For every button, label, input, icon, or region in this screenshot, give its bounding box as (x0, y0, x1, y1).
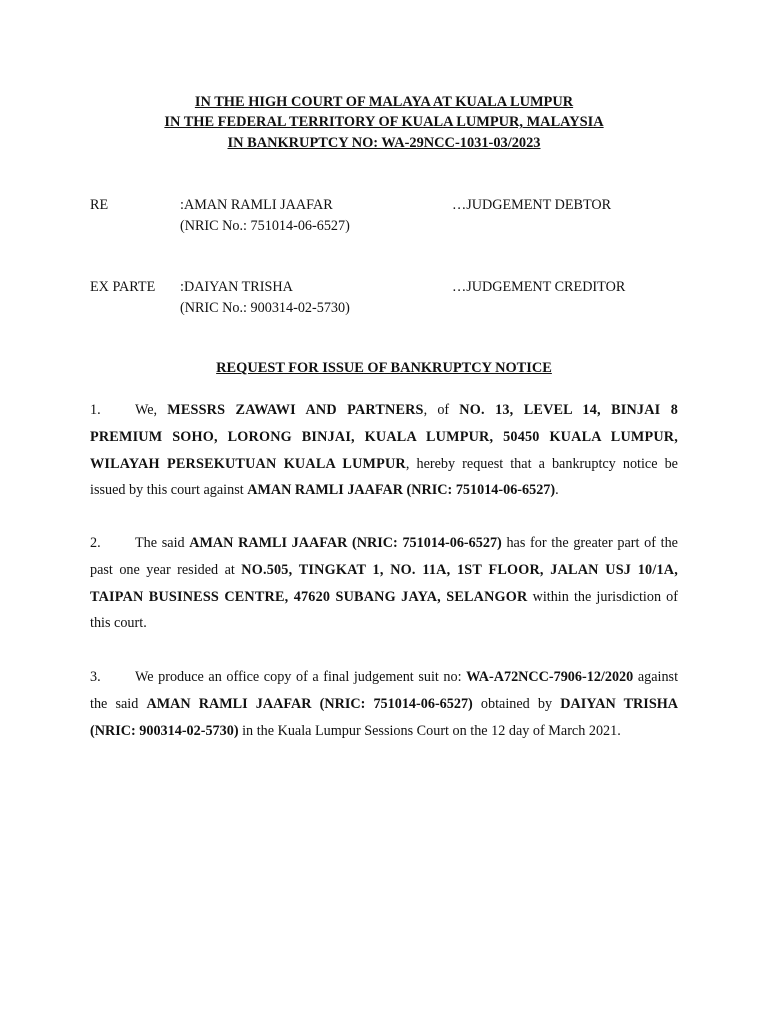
judgement-creditor-name: :DAIYAN TRISHA (180, 279, 293, 295)
p2-text-2: has for the greater part of the past one year resided at (90, 535, 678, 578)
paragraph-1-number: 1. (90, 402, 101, 418)
p2-text-1: The said (135, 535, 190, 551)
p2-text-3: within the jurisdiction of this court. (90, 588, 678, 632)
case-number-heading: IN BANKRUPTCY NO: WA-29NCC-1031-03/2023 (227, 135, 541, 151)
p1-text-3: , hereby request that a bankruptcy notice be issued by this court against (90, 455, 678, 499)
p3-debtor-name: AMAN RAMLI JAAFAR (NRIC: 751014-06-6527) (146, 695, 473, 712)
p1-debtor-name: AMAN RAMLI JAAFAR (NRIC: 751014-06-6527) (247, 482, 556, 499)
party-ex-parte-label: EX PARTE (90, 279, 156, 295)
paragraph-2 (90, 530, 678, 637)
p3-creditor-name: DAIYAN TRISHA (NRIC: 900314-02-5730) (90, 695, 678, 739)
paragraph-2-number: 2. (90, 535, 101, 551)
court-header-line-2: IN THE FEDERAL TERRITORY OF KUALA LUMPUR, MALAYSIA (164, 114, 604, 130)
judgement-debtor-name: :AMAN RAMLI JAAFAR (180, 197, 333, 213)
p3-text-2: against the said (90, 669, 679, 712)
p1-text-4: . (555, 482, 559, 499)
paragraph-1 (90, 397, 678, 504)
p3-text-1: We produce an office copy of a final judgement suit no: (135, 669, 467, 685)
p1-text-2: , of (423, 402, 460, 418)
judgement-creditor-nric: (NRIC No.: 900314-02-5730) (180, 300, 350, 316)
p3-text-4: in the Kuala Lumpur Sessions Court on the 12 day of March 2021. (238, 722, 621, 739)
judgement-debtor-role: …JUDGEMENT DEBTOR (452, 197, 612, 213)
p1-text-1: We, (135, 402, 168, 418)
applicant-firm-address: NO. 13, LEVEL 14, BINJAI 8 PREMIUM SOHO, LORONG BINJAI, KUALA LUMPUR, 50450 KUALA LUMPUR, WILAYAH PERSEKUTUAN KUALA LUMPUR (90, 402, 678, 472)
judgement-suit-number: WA-A72NCC-7906-12/2020 (466, 669, 634, 685)
judgement-creditor-role: …JUDGEMENT CREDITOR (452, 279, 626, 295)
party-re-label: RE (90, 197, 109, 213)
paragraph-3-number: 3. (90, 669, 101, 685)
applicant-firm-name: MESSRS ZAWAWI AND PARTNERS (167, 402, 424, 418)
debtor-residence-address: NO.505, TINGKAT 1, NO. 11A, 1ST FLOOR, JALAN USJ 10/1A, TAIPAN BUSINESS CENTRE, 47620 SUBANG JAYA, SELANGOR (90, 561, 678, 605)
judgement-debtor-nric: (NRIC No.: 751014-06-6527) (180, 218, 350, 234)
paragraph-3 (90, 664, 678, 744)
p3-text-3: obtained by (472, 695, 561, 712)
court-header-line-1: IN THE HIGH COURT OF MALAYA AT KUALA LUMPUR (194, 94, 574, 110)
p2-debtor-name: AMAN RAMLI JAAFAR (NRIC: 751014-06-6527) (189, 535, 502, 551)
document-title: REQUEST FOR ISSUE OF BANKRUPTCY NOTICE (216, 360, 552, 376)
